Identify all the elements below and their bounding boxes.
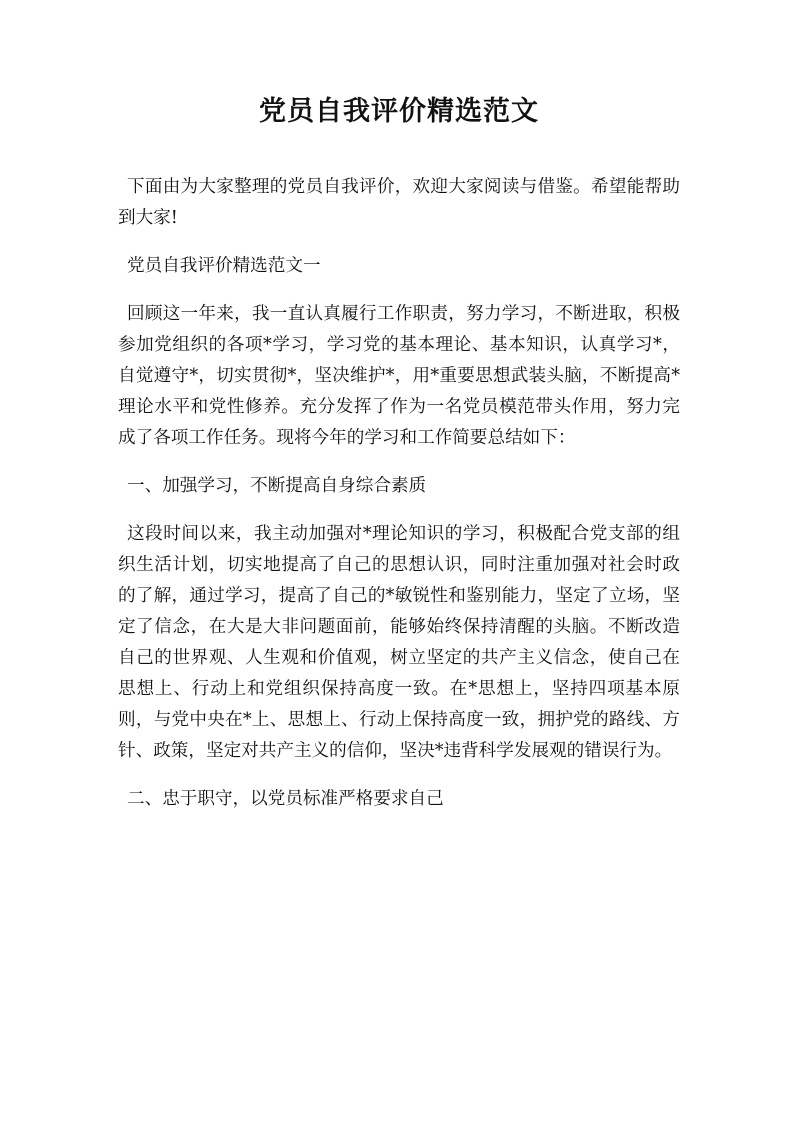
intro-paragraph: 下面由为大家整理的党员自我评价，欢迎大家阅读与借鉴。希望能帮助到大家! <box>118 177 680 228</box>
heading-2: 二、忠于职守，以党员标准严格要求自己 <box>127 789 444 809</box>
document-title: 党员自我评价精选范文 <box>259 96 539 127</box>
heading-1: 一、加强学习，不断提高自身综合素质 <box>127 476 427 496</box>
section-title: 党员自我评价精选范文一 <box>127 256 321 276</box>
body-paragraph-1: 回顾这一年来，我一直认真履行工作职责，努力学习，不断进取，积极参加党组织的各项*学习，学习党的基本理论、基本知识，认真学习*，自觉遵守*，切实贯彻*，坚决维护*，用*重要思想武装头脑，不断提高*理论水平和党性修养。充分发挥了作为一名党员模范带头作用，努力完成了各项工作任务。现将今年的学习和工作简要总结如下： <box>118 304 680 448</box>
body-paragraph-2: 这段时间以来，我主动加强对*理论知识的学习，积极配合党支部的组织生活计划，切实地提高了自己的思想认识，同时注重加强对社会时政的了解，通过学习，提高了自己的*敏锐性和鉴别能力，坚定了立场，坚定了信念，在大是大非问题面前，能够始终保持清醒的头脑。不断改造自己的世界观、人生观和价值观，树立坚定的共产主义信念，使自己在思想上、行动上和党组织保持高度一致。在*思想上，坚持四项基本原则，与党中央在*上、思想上、行动上保持高度一致，拥护党的路线、方针、政策，坚定对共产主义的信仰，坚决*违背科学发展观的错误行为。 <box>118 524 680 761</box>
